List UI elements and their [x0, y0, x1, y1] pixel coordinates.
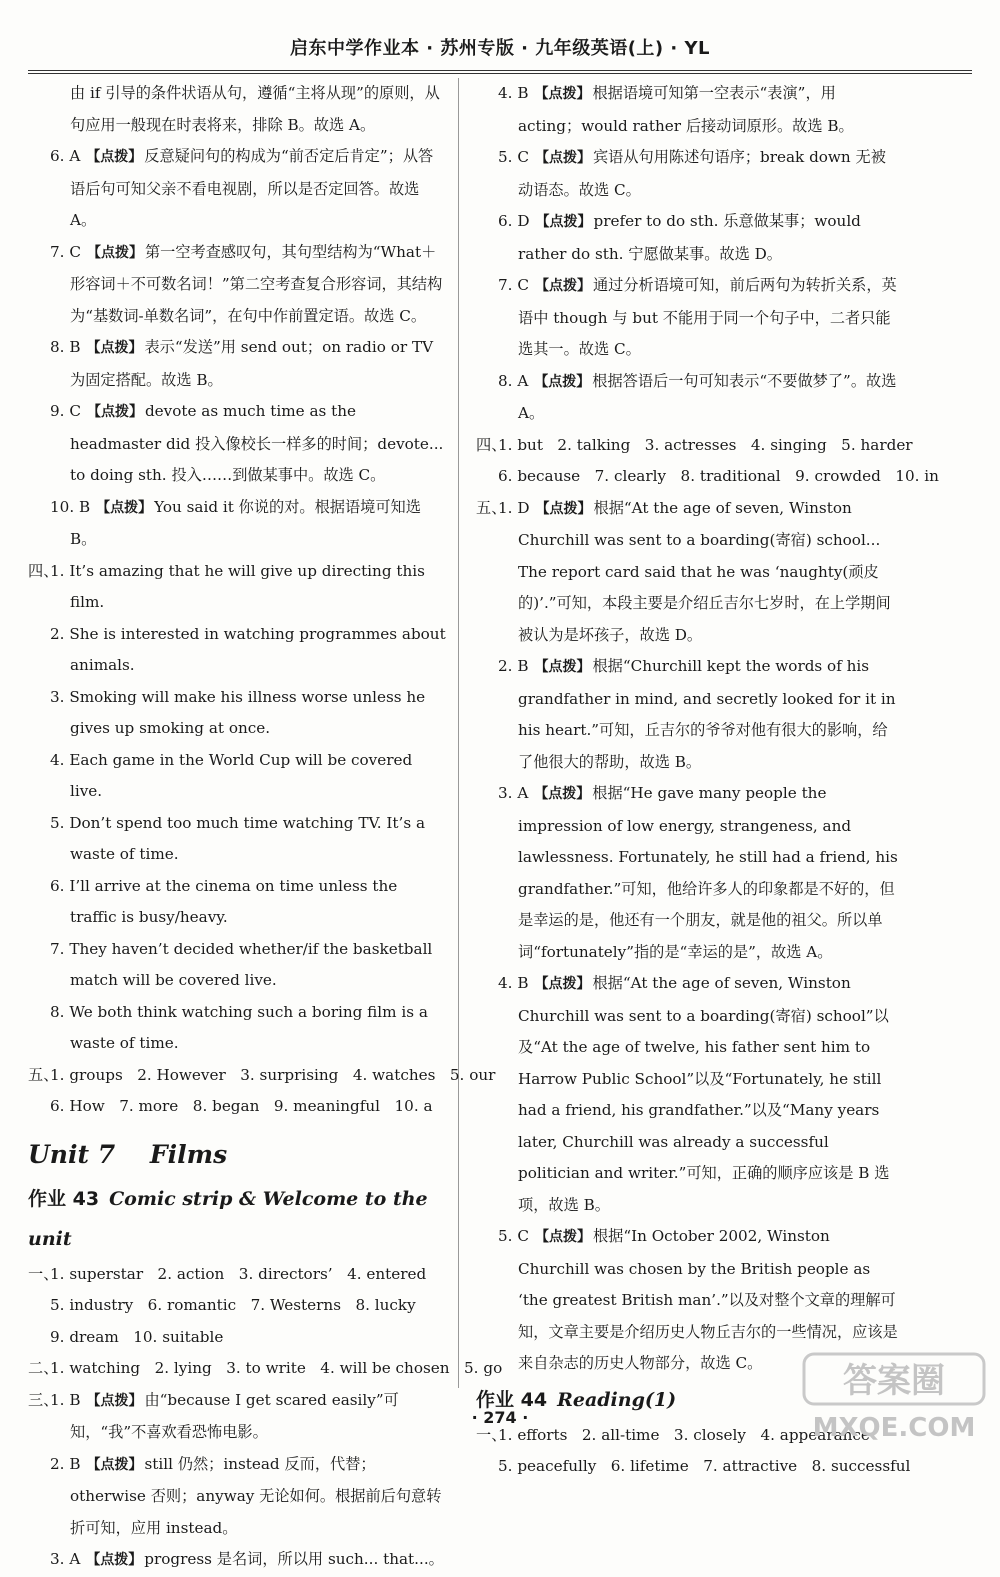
- homework-label: 作业 44: [476, 1388, 548, 1411]
- answer-item: [476, 270, 900, 366]
- sentence-answer: 6. I’ll arrive at the cinema on time unless the traffic is busy/heavy.: [50, 876, 398, 926]
- hint-tag: 【点拨】: [534, 1229, 591, 1245]
- hint-tag: 【点拨】: [86, 1392, 143, 1409]
- homework-name: Comic strip & Welcome to the unit: [28, 1187, 428, 1250]
- answer-explanation: 第一空考查感叹句，其句型结构为“What＋形容词＋不可数名词！”第二空考查复合形容词，其结构为“基数词-单数名词”，在句中作前置定语。故选 C。: [70, 242, 443, 325]
- hint-tag: 【点拨】: [534, 786, 591, 802]
- word-answers: 1. efforts 2. all-time 3. closely 4. appearance: [498, 1425, 870, 1444]
- section-five: [28, 1060, 496, 1123]
- word-answers: 6. How 7. more 8. began 9. meaningful 10. a: [50, 1097, 433, 1115]
- answer-item: [28, 396, 448, 492]
- section-four: [476, 430, 939, 493]
- hint-tag: 【点拨】: [534, 659, 591, 675]
- unit-title: Unit 7 Films: [28, 1139, 228, 1169]
- word-answers: 1. but 2. talking 3. actresses 4. singing 5. harder: [498, 435, 913, 454]
- answer-number: 5. C: [498, 1227, 529, 1245]
- answer-explanation: 根据“In October 2002, Winston Churchill was chosen by the British people as ‘the greatest British man’.”以及对整个文章的理解可知，文章主要是介绍历史人物丘吉尔的一些情况，应该是来自杂志的历史人物部分，故选 C。: [518, 1227, 898, 1372]
- answer-number: 4. B: [498, 974, 529, 992]
- answer-explanation: still 仍然；instead 反而，代替；otherwise 否则；anyway 无论如何。根据前后句意转折可知，应用 instead。: [70, 1454, 442, 1537]
- hint-tag: 【点拨】: [534, 86, 591, 102]
- section-five: [476, 493, 900, 1380]
- section-label: 二、: [28, 1359, 59, 1377]
- answer-explanation: 宾语从句用陈述句语序；break down 无被动语态。故选 C。: [518, 148, 886, 199]
- answer-explanation: 表示“发送”用 send out；on radio or TV 为固定搭配。故选 B。: [70, 338, 434, 389]
- sentence-answer: 7. They haven’t decided whether/if the basketball match will be covered live.: [50, 939, 433, 989]
- answer-number: 1. B: [50, 1390, 81, 1409]
- answer-number: 8. A: [498, 371, 529, 390]
- answer-number: 7. C: [50, 242, 81, 261]
- sentence-answer: 2. She is interested in watching programmes about animals.: [50, 624, 446, 674]
- hint-tag: 【点拨】: [86, 149, 143, 165]
- watermark-text-en: MXQE.COM: [812, 1413, 976, 1443]
- answer-continuation: 由 if 引导的条件状语从句，遵循“主将从现”的原则，从句应用一般现在时表将来，排除 B。故选 A。: [70, 84, 440, 134]
- answer-number: 7. C: [498, 276, 529, 294]
- section-label: 四、: [28, 561, 59, 580]
- answer-explanation: 根据“At the age of seven, Winston Churchill was sent to a boarding(寄宿) school... The report card said that he was ‘naughty(顽皮的)’.”可知，本段主要是介绍丘吉尔七岁时，在上学期间被认为是坏孩子，故选 D。: [518, 498, 891, 644]
- hint-tag: 【点拨】: [86, 404, 143, 420]
- answer-explanation: 反意疑问句的构成为“前否定后肯定”；从答语后句可知父亲不看电视剧，所以是否定回答。故选 A。: [70, 147, 434, 229]
- answer-item: [476, 493, 900, 652]
- hint-tag: 【点拨】: [86, 1456, 143, 1473]
- hint-tag: 【点拨】: [86, 244, 143, 261]
- sentence-answer: 3. Smoking will make his illness worse unless he gives up smoking at once.: [50, 687, 426, 737]
- answer-explanation: 根据“At the age of seven, Winston Churchill was sent to a boarding(寄宿) school”以及“At the age of twelve, his father sent him to Harrow Public School”以及“Fortunately, he still had a friend, his grandfather.”以及“Many years later, Churchill was already a successful politician and writer.”可知，正确的顺序应该是 B 选项，故选 B。: [518, 974, 890, 1214]
- answer-number: 9. C: [50, 402, 81, 420]
- answer-number: 2. B: [498, 657, 529, 675]
- answer-item: [476, 651, 900, 778]
- word-answers: 1. watching 2. lying 3. to write 4. will be chosen 5. go: [50, 1359, 503, 1377]
- answer-number: 6. A: [50, 147, 81, 165]
- hint-tag: 【点拨】: [535, 214, 592, 230]
- page-number: · 274 ·: [471, 1408, 529, 1427]
- word-answers: 5. peacefully 6. lifetime 7. attractive 8. successful: [498, 1457, 911, 1475]
- hint-tag: 【点拨】: [86, 1552, 143, 1568]
- answer-item: [28, 1449, 448, 1545]
- answer-explanation: 根据“He gave many people the impression of low energy, strangeness, and lawlessness. Fortunately, he still had a friend, his grandfather.”可知，他给许多人的印象都是不好的，但是幸运的是，他还有一个朋友，就是他的祖父。所以单词“fortunately”指的是“幸运的是”，故选 A。: [518, 784, 898, 961]
- column-divider: [458, 78, 459, 1388]
- answer-number: 8. B: [50, 338, 81, 356]
- section-four: [28, 556, 448, 1060]
- answer-item: [28, 1544, 448, 1577]
- answer-item: [28, 141, 448, 237]
- answer-number: 4. B: [498, 84, 529, 102]
- sentence-answer: 5. Don’t spend too much time watching TV. It’s a waste of time.: [50, 813, 426, 863]
- answer-number: 6. D: [498, 212, 530, 230]
- hint-tag: 【点拨】: [534, 150, 591, 166]
- right-column: [476, 78, 939, 1483]
- answer-number: 10. B: [50, 497, 91, 516]
- hint-tag: 【点拨】: [534, 373, 591, 390]
- answer-item: [476, 778, 900, 968]
- answer-explanation: 由“because I get scared easily”可知，“我”不喜欢看恐怖电影。: [70, 1390, 399, 1441]
- section-label: 一、: [28, 1264, 59, 1283]
- sentence-answer: 8. We both think watching such a boring film is a waste of time.: [50, 1002, 428, 1052]
- watermark-text-cn: 答案圈: [843, 1361, 945, 1401]
- answer-explanation: 根据语境可知第一空表示“表演”，用 acting；would rather 后接动词原形。故选 B。: [518, 84, 854, 135]
- homework-title: [28, 1179, 448, 1259]
- answer-item: [28, 237, 448, 333]
- answer-explanation: 根据答语后一句可知表示“不要做梦了”。故选 A。: [518, 371, 897, 422]
- answer-explanation: 根据“Churchill kept the words of his grandfather in mind, and secretly looked for it in his heart.”可知，丘吉尔的爷爷对他有很大的影响，给了他很大的帮助，故选 B。: [518, 657, 896, 771]
- section-label: 四、: [476, 435, 507, 454]
- word-answers: 5. industry 6. romantic 7. Westerns 8. lucky: [50, 1296, 416, 1314]
- homework-name: Reading(1): [557, 1388, 677, 1411]
- word-answers: 1. superstar 2. action 3. directors’ 4. entered: [50, 1264, 427, 1283]
- answer-item: [28, 332, 448, 396]
- hint-tag: 【点拨】: [534, 278, 591, 294]
- sentence-answer: 1. It’s amazing that he will give up directing this film.: [50, 561, 425, 611]
- header-rule: [28, 70, 972, 74]
- answer-item: [28, 492, 448, 556]
- section-label: 三、: [28, 1390, 59, 1409]
- hw43-section-one: [28, 1259, 448, 1354]
- answer-explanation: prefer to do sth. 乐意做某事；would rather do sth. 宁愿做某事。故选 D。: [518, 212, 861, 263]
- hint-tag: 【点拨】: [534, 976, 591, 992]
- answer-number: 3. A: [498, 784, 529, 802]
- answer-item: [476, 78, 900, 142]
- section-label: 一、: [476, 1425, 507, 1444]
- answer-item: [476, 142, 900, 206]
- watermark-icon: [800, 1350, 990, 1446]
- answer-explanation: You said it 你说的对。根据语境可知选 B。: [70, 497, 421, 548]
- answer-number: 1. D: [498, 498, 530, 517]
- hint-tag: 【点拨】: [535, 500, 592, 517]
- watermark-logo: [800, 1350, 990, 1446]
- answer-number: 5. C: [498, 148, 529, 166]
- answer-explanation: 通过分析语境可知，前后两句为转折关系，英语中 though 与 but 不能用于同一个句子中，二者只能选其一。故选 C。: [518, 276, 897, 358]
- section-label: 五、: [476, 498, 507, 517]
- sentence-answer: 4. Each game in the World Cup will be covered live.: [50, 750, 413, 800]
- answer-number: 2. B: [50, 1454, 81, 1473]
- hint-tag: 【点拨】: [86, 340, 143, 356]
- answer-item: [476, 206, 900, 270]
- page-header: [0, 8, 1000, 66]
- section-label: 五、: [28, 1065, 59, 1084]
- answer-explanation: devote as much time as the headmaster did 投入像校长一样多的时间；devote... to doing sth. 投入……到做某事中。故选 C。: [70, 402, 444, 484]
- hint-tag: 【点拨】: [96, 499, 153, 516]
- answer-item: [476, 366, 900, 430]
- word-answers: 6. because 7. clearly 8. traditional 9. crowded 10. in: [498, 467, 939, 485]
- header-title: 启东中学作业本 · 苏州专版 · 九年级英语(上) · YL: [289, 38, 711, 59]
- answer-explanation: progress 是名词，所以用 such... that...。: [144, 1550, 444, 1568]
- homework-label: 作业 43: [28, 1187, 100, 1210]
- answer-number: 3. A: [50, 1550, 81, 1568]
- word-answers: 9. dream 10. suitable: [50, 1327, 224, 1346]
- answer-item: [476, 968, 900, 1221]
- word-answers: 1. groups 2. However 3. surprising 4. watches 5. our: [50, 1065, 496, 1084]
- hw43-section-two: [28, 1353, 503, 1385]
